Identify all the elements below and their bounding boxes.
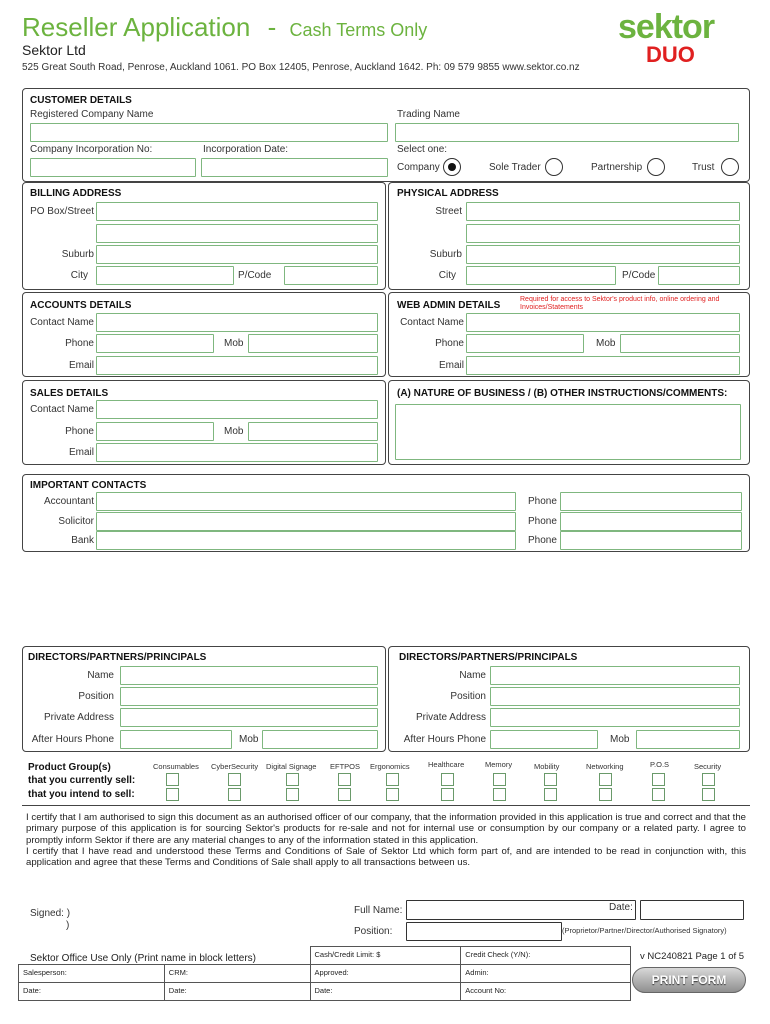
physical-pcode-label: P/Code <box>622 270 656 281</box>
date-field[interactable] <box>640 900 744 920</box>
group-pos-label: P.O.S <box>650 760 670 769</box>
option-trust-label: Trust <box>692 162 715 173</box>
sektor-logo <box>618 8 748 78</box>
group-healthcare-label: Healthcare <box>428 760 465 769</box>
cybersecurity-intend-checkbox[interactable] <box>228 788 241 801</box>
office-heading: Sektor Office Use Only (Print name in block letters) <box>30 953 257 964</box>
web-admin-contact-label: Contact Name <box>400 317 464 328</box>
memory-intend-checkbox[interactable] <box>493 788 506 801</box>
incorporation-date-label: Incorporation Date: <box>203 144 289 155</box>
physical-street-label: Street <box>435 206 462 217</box>
position-label: Position: <box>354 926 393 937</box>
product-groups-label: Product Group(s) <box>28 762 111 773</box>
sales-details-heading: SALES DETAILS <box>30 388 109 399</box>
billing-pcode-field[interactable] <box>284 266 378 285</box>
version-text: v NC240821 Page 1 of 5 <box>640 951 745 962</box>
certification-paragraph-1: I certify that I am authorised to sign this document as an authorised officer of our company, that the information provided in this application is true and correct and that the primary purpose of this application is for sourcing Sektor's products for re-sale and not for internal use or consumption by our company or a related party. I agree to promptly inform Sektor if there are any material changes to any of the information stated in this application. <box>26 812 746 846</box>
physical-city-label: City <box>438 270 456 281</box>
digital-signage-intend-checkbox[interactable] <box>286 788 299 801</box>
director1-mob-field[interactable] <box>262 730 378 749</box>
option-sole-trader-label: Sole Trader <box>489 162 541 173</box>
consumables-current-checkbox[interactable] <box>166 773 179 786</box>
networking-intend-checkbox[interactable] <box>599 788 612 801</box>
select-one-label: Select one: <box>397 144 448 155</box>
sales-phone-field[interactable] <box>96 422 214 441</box>
company-name: Sektor Ltd <box>22 42 86 58</box>
digital-signage-current-checkbox[interactable] <box>286 773 299 786</box>
billing-suburb-label: Suburb <box>61 249 94 260</box>
ergonomics-intend-checkbox[interactable] <box>386 788 399 801</box>
web-admin-contact-field[interactable] <box>466 313 740 332</box>
sales-contact-field[interactable] <box>96 400 378 419</box>
bank-field[interactable] <box>96 531 516 550</box>
bank-phone-label: Phone <box>528 535 557 546</box>
security-intend-checkbox[interactable] <box>702 788 715 801</box>
accounts-email-field[interactable] <box>96 356 378 375</box>
trading-name-field[interactable] <box>395 123 739 142</box>
accountant-label: Accountant <box>43 496 94 507</box>
accounts-mob-label: Mob <box>224 338 244 349</box>
mobility-intend-checkbox[interactable] <box>544 788 557 801</box>
admin-cell[interactable]: Admin: <box>461 965 631 983</box>
form-title <box>22 12 427 43</box>
sales-phone-label: Phone <box>65 426 94 437</box>
physical-address-heading: PHYSICAL ADDRESS <box>397 188 499 199</box>
mobility-current-checkbox[interactable] <box>544 773 557 786</box>
sales-email-field[interactable] <box>96 443 378 462</box>
physical-suburb-label: Suburb <box>429 249 462 260</box>
certification-paragraph-2: I certify that I have read and understood these Terms and Conditions of Sale of Sektor Ltd which form part of, and are intended to be read in conjunction with, this application and agree that these Terms and Conditions of Sale shall apply to all transactions between us. <box>26 845 746 869</box>
accounts-contact-field[interactable] <box>96 313 378 332</box>
physical-suburb-field[interactable] <box>466 245 740 264</box>
title-subtitle: Cash Terms Only <box>289 20 428 40</box>
registered-name-label: Registered Company Name <box>30 109 154 120</box>
physical-city-field[interactable] <box>466 266 616 285</box>
incorporation-no-field[interactable] <box>30 158 196 177</box>
director1-position-label: Position <box>78 691 114 702</box>
position-note: (Proprietor/Partner/Director/Authorised Signatory) <box>562 926 727 935</box>
group-consumables-label: Consumables <box>153 762 199 771</box>
office-use-table <box>18 946 631 1001</box>
title-text: Reseller Application <box>22 12 251 42</box>
accounts-details-heading: ACCOUNTS DETAILS <box>30 300 132 311</box>
company-address: 525 Great South Road, Penrose, Auckland 1061. PO Box 12405, Penrose, Auckland 1642. Ph: 09 579 9855 www.sektor.co.nz <box>22 62 580 73</box>
physical-street-field-2[interactable] <box>466 224 740 243</box>
group-security-label: Security <box>694 762 722 771</box>
signed-label: Signed: ) <box>30 908 71 919</box>
accounts-contact-label: Contact Name <box>30 317 94 328</box>
web-admin-phone-label: Phone <box>435 338 464 349</box>
crm-cell[interactable]: CRM: <box>164 965 310 983</box>
accounts-mob-field[interactable] <box>248 334 378 353</box>
product-intend-label: that you intend to sell: <box>28 789 135 800</box>
approved-cell[interactable]: Approved: <box>310 965 461 983</box>
sales-email-label: Email <box>68 447 94 458</box>
group-ergonomics-label: Ergonomics <box>370 762 410 771</box>
title-dash: - <box>267 12 277 42</box>
cash-limit-cell[interactable]: Cash/Credit Limit: $ <box>310 947 461 965</box>
solicitor-phone-field[interactable] <box>560 512 742 531</box>
director2-position-label: Position <box>450 691 486 702</box>
sales-contact-label: Contact Name <box>30 404 94 415</box>
director1-after-hours-field[interactable] <box>120 730 232 749</box>
directors-heading-right: DIRECTORS/PARTNERS/PRINCIPALS <box>399 652 578 663</box>
print-form-button[interactable] <box>632 967 746 993</box>
option-sole-trader-radio[interactable] <box>545 158 563 176</box>
option-company-radio[interactable] <box>443 158 461 176</box>
certification-text <box>26 812 746 868</box>
director2-mob-label: Mob <box>610 734 630 745</box>
salesperson-cell[interactable]: Salesperson: <box>19 965 165 983</box>
physical-pcode-field[interactable] <box>658 266 740 285</box>
director2-address-label: Private Address <box>415 712 486 723</box>
director1-name-field[interactable] <box>120 666 378 685</box>
credit-check-cell[interactable]: Credit Check (Y/N): <box>461 947 631 965</box>
billing-pcode-label: P/Code <box>238 270 272 281</box>
billing-address-heading: BILLING ADDRESS <box>30 188 122 199</box>
print-form-label: PRINT FORM <box>651 973 727 987</box>
group-networking-label: Networking <box>586 762 624 771</box>
group-cybersecurity-label: CyberSecurity <box>211 762 259 771</box>
web-admin-heading: WEB ADMIN DETAILS <box>397 300 501 311</box>
accounts-email-label: Email <box>68 360 94 371</box>
web-admin-email-field[interactable] <box>466 356 740 375</box>
web-admin-note: Required for access to Sektor's product info, online ordering and Invoices/Statements <box>520 296 720 311</box>
important-contacts-heading: IMPORTANT CONTACTS <box>30 480 147 491</box>
billing-city-field[interactable] <box>96 266 234 285</box>
group-eftpos-label: EFTPOS <box>330 762 361 771</box>
solicitor-phone-label: Phone <box>528 516 557 527</box>
director1-position-field[interactable] <box>120 687 378 706</box>
product-current-label: that you currently sell: <box>28 775 136 786</box>
director2-after-hours-label: After Hours Phone <box>403 734 486 745</box>
billing-suburb-field[interactable] <box>96 245 378 264</box>
bank-label: Bank <box>71 535 94 546</box>
director2-name-label: Name <box>459 670 486 681</box>
healthcare-current-checkbox[interactable] <box>441 773 454 786</box>
registered-name-field[interactable] <box>30 123 388 142</box>
director2-mob-field[interactable] <box>636 730 740 749</box>
directors-heading-left: DIRECTORS/PARTNERS/PRINCIPALS <box>28 652 207 663</box>
web-admin-mob-field[interactable] <box>620 334 740 353</box>
logo-sektor-text: sektor <box>618 8 715 46</box>
date-label: Date: <box>609 902 633 913</box>
customer-details-heading: CUSTOMER DETAILS <box>30 95 132 106</box>
accountant-field[interactable] <box>96 492 516 511</box>
billing-pobox-label: PO Box/Street <box>30 206 94 217</box>
trading-name-label: Trading Name <box>397 109 460 120</box>
director2-after-hours-field[interactable] <box>490 730 598 749</box>
option-trust-radio[interactable] <box>721 158 739 176</box>
sales-mob-field[interactable] <box>248 422 378 441</box>
billing-city-label: City <box>70 270 88 281</box>
web-admin-email-label: Email <box>438 360 464 371</box>
incorporation-no-label: Company Incorporation No: <box>30 144 153 155</box>
group-digital-signage-label: Digital Signage <box>266 762 317 771</box>
pos-current-checkbox[interactable] <box>652 773 665 786</box>
consumables-intend-checkbox[interactable] <box>166 788 179 801</box>
signed-paren: ) <box>66 920 70 931</box>
date-cell-2[interactable]: Date: <box>164 983 310 1001</box>
healthcare-intend-checkbox[interactable] <box>441 788 454 801</box>
director1-after-hours-label: After Hours Phone <box>31 734 114 745</box>
director1-address-field[interactable] <box>120 708 378 727</box>
full-name-field[interactable] <box>406 900 636 920</box>
director2-name-field[interactable] <box>490 666 740 685</box>
eftpos-current-checkbox[interactable] <box>338 773 351 786</box>
group-memory-label: Memory <box>485 760 513 769</box>
security-current-checkbox[interactable] <box>702 773 715 786</box>
date-cell-1[interactable]: Date: <box>19 983 165 1001</box>
bank-phone-field[interactable] <box>560 531 742 550</box>
nature-of-business-field[interactable] <box>395 404 741 460</box>
accountant-phone-label: Phone <box>528 496 557 507</box>
account-no-cell[interactable]: Account No: <box>461 983 631 1001</box>
director1-address-label: Private Address <box>43 712 114 723</box>
web-admin-mob-label: Mob <box>596 338 616 349</box>
option-partnership-radio[interactable] <box>647 158 665 176</box>
sales-mob-label: Mob <box>224 426 244 437</box>
option-partnership-label: Partnership <box>591 162 643 173</box>
web-admin-phone-field[interactable] <box>466 334 584 353</box>
billing-pobox-field[interactable] <box>96 202 378 221</box>
accounts-phone-label: Phone <box>65 338 94 349</box>
eftpos-intend-checkbox[interactable] <box>338 788 351 801</box>
pos-intend-checkbox[interactable] <box>652 788 665 801</box>
director2-address-field[interactable] <box>490 708 740 727</box>
logo-duo-text: DUO <box>646 42 695 67</box>
solicitor-label: Solicitor <box>58 516 94 527</box>
director1-mob-label: Mob <box>239 734 259 745</box>
cybersecurity-current-checkbox[interactable] <box>228 773 241 786</box>
physical-street-field[interactable] <box>466 202 740 221</box>
networking-current-checkbox[interactable] <box>599 773 612 786</box>
solicitor-field[interactable] <box>96 512 516 531</box>
date-cell-3[interactable]: Date: <box>310 983 461 1001</box>
group-mobility-label: Mobility <box>534 762 560 771</box>
ergonomics-current-checkbox[interactable] <box>386 773 399 786</box>
accounts-phone-field[interactable] <box>96 334 214 353</box>
billing-pobox-field-2[interactable] <box>96 224 378 243</box>
incorporation-date-field[interactable] <box>201 158 388 177</box>
option-company-label: Company <box>397 162 440 173</box>
position-field[interactable] <box>406 922 562 941</box>
memory-current-checkbox[interactable] <box>493 773 506 786</box>
office-heading-cell <box>19 947 311 965</box>
accountant-phone-field[interactable] <box>560 492 742 511</box>
director2-position-field[interactable] <box>490 687 740 706</box>
director1-name-label: Name <box>87 670 114 681</box>
full-name-label: Full Name: <box>354 905 403 916</box>
nature-of-business-heading: (A) NATURE OF BUSINESS / (B) OTHER INSTRUCTIONS/COMMENTS: <box>397 388 728 399</box>
